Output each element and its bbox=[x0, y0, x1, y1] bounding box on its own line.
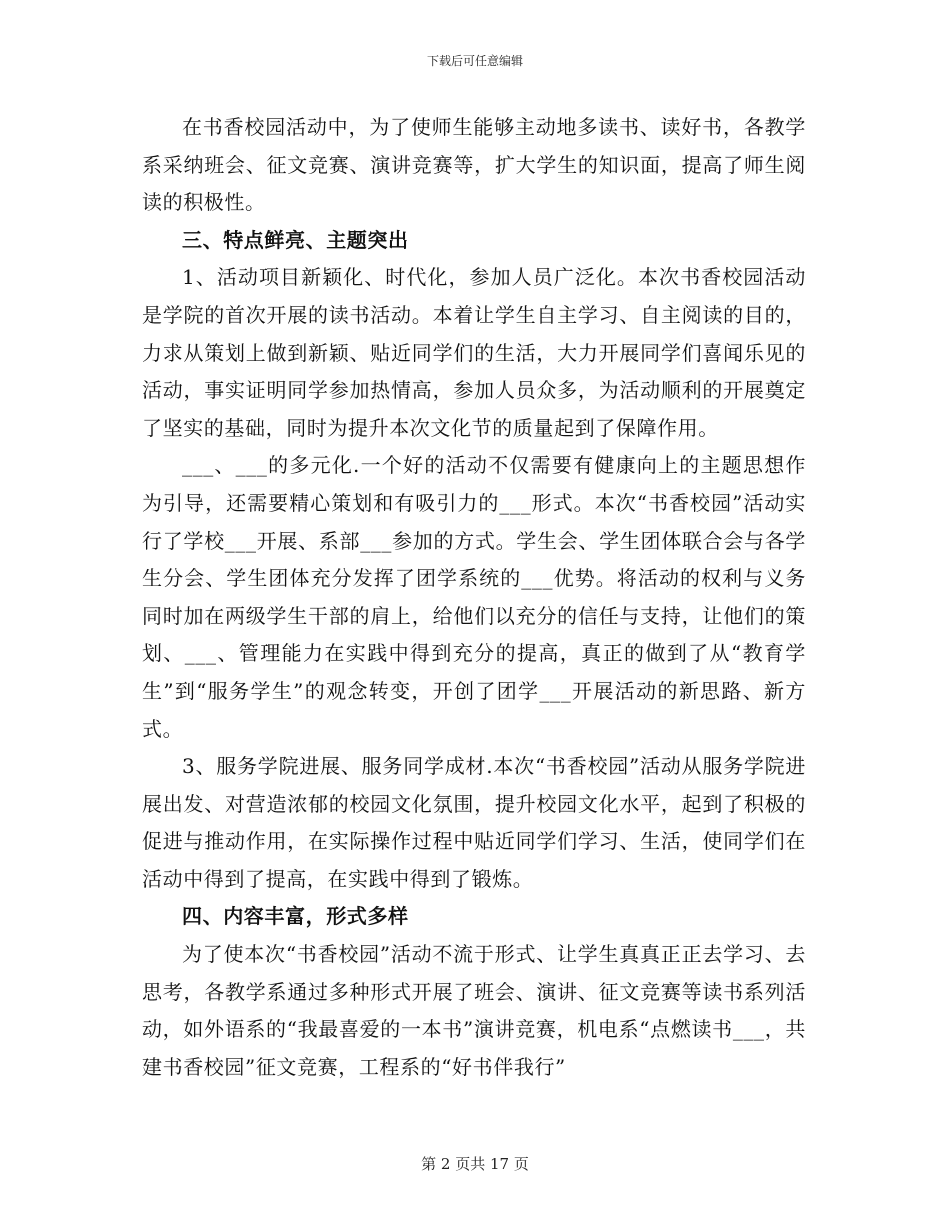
document-body bbox=[142, 109, 806, 1086]
section-heading-3: 三、特点鲜亮、主题突出 bbox=[182, 227, 409, 252]
paragraph-point-3: 3、服务学院进展、服务同学成材.本次“书香校园”活动从服务学院进展出发、对营造浓郁的校园文化氛围，提升校园文化水平，起到了积极的促进与推动作用，在实际操作过程中贴近同学们学习、生活，使同学们在活动中得到了提高，在实践中得到了锻炼。 bbox=[142, 754, 806, 891]
paragraph-activities: 为了使本次“书香校园”活动不流于形式、让学生真真正正去学习、去思考，各教学系通过多种形式开展了班会、演讲、征文竞赛等读书系列活动，如外语系的“我最喜爱的一本书”演讲竞赛，机电系“点燃读书___，共建书香校园”征文竞赛，工程系的“好书伴我行” bbox=[142, 942, 806, 1079]
paragraph-point-2: ___、___的多元化.一个好的活动不仅需要有健康向上的主题思想作为引导，还需要精心策划和有吸引力的___形式。本次“书香校园”活动实行了学校___开展、系部___参加的方式。学生会、学生团体联合会与各学生分会、学生团体充分发挥了团学系统的___优势。将活动的权利与义务同时加在两级学生干部的肩上，给他们以充分的信任与支持，让他们的策划、___、管理能力在实践中得到充分的提高，真正的做到了从“教育学生”到“服务学生”的观念转变，开创了团学___开展活动的新思路、新方式。 bbox=[142, 453, 806, 741]
page-footer: 第 2 页共 17 页 bbox=[421, 1155, 529, 1173]
paragraph-point-1: 1、活动项目新颖化、时代化，参加人员广泛化。本次书香校园活动是学院的首次开展的读书活动。本着让学生自主学习、自主阅读的目的，力求从策划上做到新颖、贴近同学们的生活，大力开展同学们喜闻乐见的活动，事实证明同学参加热情高，参加人员众多，为活动顺利的开展奠定了坚实的基础，同时为提升本次文化节的质量起到了保障作用。 bbox=[142, 265, 806, 440]
section-heading-4: 四、内容丰富，形式多样 bbox=[182, 904, 409, 929]
page-header: 下载后可任意编辑 bbox=[426, 54, 523, 68]
paragraph-reading-intro: 在书香校园活动中，为了使师生能够主动地多读书、读好书，各教学系采纳班会、征文竞赛、演讲竞赛等，扩大学生的知识面，提高了师生阅读的积极性。 bbox=[142, 115, 806, 215]
